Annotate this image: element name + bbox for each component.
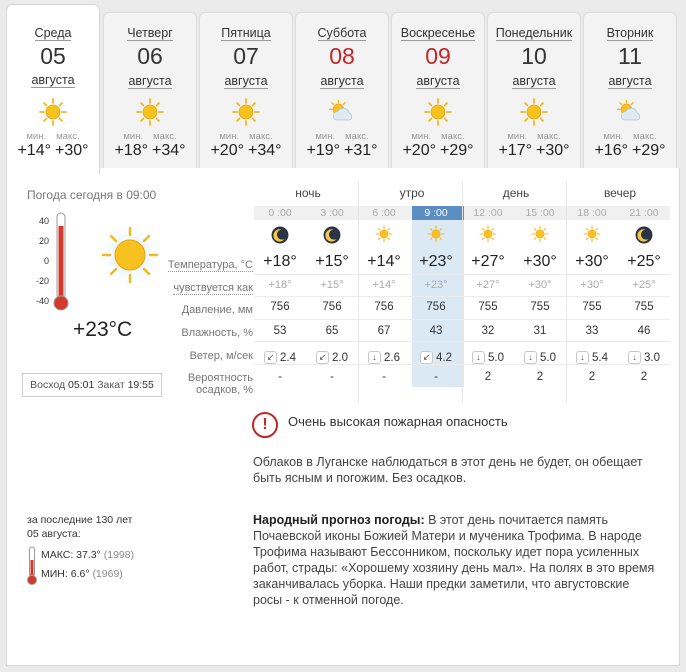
row-label-wind: Ветер, м/сек: [189, 350, 253, 362]
hour-precip: -: [382, 371, 386, 383]
day-number: 10: [521, 43, 547, 69]
max-temp: +30°: [536, 142, 570, 159]
day-part-label: утро: [399, 186, 425, 200]
hour-feels-like: +14°: [372, 279, 396, 291]
hour-feels-like: +27°: [476, 279, 500, 291]
hour-pressure: 755: [478, 301, 498, 313]
min-max-labels: мин. макс.: [26, 131, 80, 142]
scale-label: 0: [43, 256, 49, 266]
row-label-pressure: Давление, мм: [181, 304, 253, 316]
history-date: 05 августа:: [27, 528, 81, 540]
wind-direction-icon: ↓: [368, 351, 381, 364]
wind-direction-icon: ↙: [264, 351, 277, 364]
hour-precip: 2: [640, 371, 648, 383]
sunrise-label: Восход: [30, 379, 66, 391]
hour-pressure: 755: [634, 301, 654, 313]
sunset-time: 19:55: [127, 379, 154, 391]
sun-icon: [7, 97, 99, 127]
hour-precip: -: [434, 371, 438, 383]
sun-icon: [104, 97, 196, 127]
wind-direction-icon: ↓: [472, 351, 485, 364]
min-max-labels: мин. макс.: [123, 131, 177, 142]
row-label-temp: Температура, °C: [167, 259, 253, 271]
max-value: 37.3°: [76, 549, 101, 561]
day-number: 05: [40, 43, 66, 69]
history-values: [41, 546, 134, 584]
sunset-label: Закат: [97, 379, 125, 391]
min-temp: +18°: [114, 142, 148, 159]
min-value: 6.6°: [70, 568, 90, 580]
hour-feels-like: +23°: [424, 279, 448, 291]
day-month: августа: [512, 74, 556, 88]
day-name: Понедельник: [495, 26, 573, 40]
hour-pressure: 756: [374, 301, 394, 313]
hour-precip: 2: [484, 371, 492, 383]
day-number: 07: [233, 43, 259, 69]
hour-temperature: +15°: [315, 253, 349, 270]
moon-icon: [618, 225, 670, 250]
sun-icon: [392, 97, 484, 127]
watermark: Бывший-Kiyv: [490, 640, 622, 660]
day-month: августа: [416, 74, 460, 88]
sun-icon: [410, 225, 462, 248]
max-temp: +31°: [344, 142, 378, 159]
hour-humidity: 46: [637, 325, 651, 337]
small-thermometer-icon: [27, 546, 37, 591]
min-max-temps: [200, 142, 292, 160]
min-max-labels: мин. макс.: [219, 131, 273, 142]
divider: [254, 296, 670, 297]
min-temp: +19°: [306, 142, 340, 159]
hour-temperature: +23°: [419, 253, 453, 270]
day-tabs: [6, 4, 680, 168]
warning-icon: !: [252, 412, 278, 438]
scale-label: -40: [35, 296, 49, 306]
hour-feels-like: +18°: [268, 279, 292, 291]
moon-icon: [254, 225, 306, 250]
max-temp: +29°: [440, 142, 474, 159]
history-line: за последние 130 лет: [27, 514, 133, 526]
min-label: МИН:: [41, 568, 68, 580]
hour-humidity: 43: [429, 325, 443, 337]
day-tab[interactable]: [295, 12, 389, 168]
day-month: августа: [224, 74, 268, 88]
hour-humidity: 67: [377, 325, 391, 337]
hour-humidity: 65: [325, 325, 339, 337]
wind-direction-icon: ↓: [524, 351, 537, 364]
hour-humidity: 32: [481, 325, 495, 337]
day-month: августа: [31, 73, 75, 87]
hour-pressure: 756: [270, 301, 290, 313]
day-name: Вторник: [606, 26, 654, 40]
hour-feels-like: +15°: [320, 279, 344, 291]
min-max-labels: мин. макс.: [603, 131, 657, 142]
day-month: августа: [608, 74, 652, 88]
hour-precip: 2: [536, 371, 544, 383]
moon-icon: [306, 225, 358, 250]
min-temp: +20°: [210, 142, 244, 159]
min-max-temps: [104, 142, 196, 160]
hour-temperature: +30°: [575, 253, 609, 270]
wind-direction-icon: ↙: [316, 351, 329, 364]
sun-icon: [514, 225, 566, 248]
max-temp: +29°: [632, 142, 666, 159]
day-tab[interactable]: [103, 12, 197, 168]
day-name: Воскресенье: [400, 26, 476, 40]
max-temp: +34°: [152, 142, 186, 159]
hour-label[interactable]: 3 :00: [320, 207, 344, 219]
hour-feels-like: +30°: [580, 279, 604, 291]
sun-icon: [488, 97, 580, 127]
sun-icon: [95, 220, 165, 295]
hour-wind: ↓ 5.0: [462, 347, 514, 365]
hour-pressure: 756: [322, 301, 342, 313]
sun-icon: [462, 225, 514, 248]
sun-cloud-icon: [296, 97, 388, 127]
now-caption: Погода сегодня в 09:00: [27, 188, 157, 202]
divider: [254, 319, 670, 320]
day-number: 11: [618, 43, 642, 69]
day-number: 08: [329, 43, 355, 69]
day-number: 09: [425, 43, 451, 69]
hour-precip: 2: [588, 371, 596, 383]
row-label-feels: чувствуется как: [173, 282, 253, 294]
folk-forecast: [253, 512, 659, 608]
day-tab[interactable]: [391, 12, 485, 168]
min-max-temps: [7, 142, 99, 160]
day-part-label: день: [502, 186, 530, 200]
divider: [254, 364, 670, 365]
hour-wind: ↓ 3.0: [618, 347, 670, 365]
day-tab[interactable]: [583, 12, 677, 168]
hour-precip: -: [330, 371, 334, 383]
min-max-temps: [296, 142, 388, 160]
min-max-temps: [392, 142, 484, 160]
hour-label[interactable]: 18 :00: [577, 207, 607, 219]
hour-temperature: +18°: [263, 253, 297, 270]
day-detail-panel: [6, 168, 680, 666]
hour-label[interactable]: 0 :00: [268, 207, 292, 219]
hour-wind: ↙ 2.4: [254, 347, 306, 365]
hour-temperature: +27°: [471, 253, 505, 270]
scale-label: 20: [38, 236, 49, 246]
min-temp: +16°: [594, 142, 628, 159]
day-name: Среда: [34, 26, 72, 40]
hour-temperature: +14°: [367, 253, 401, 270]
hour-wind: ↙ 4.2: [410, 347, 462, 365]
day-tab[interactable]: [6, 4, 100, 174]
day-tab[interactable]: [487, 12, 581, 168]
day-month: августа: [128, 74, 172, 88]
day-name: Четверг: [127, 26, 173, 40]
hour-wind: ↓ 2.6: [358, 347, 410, 365]
sun-icon: [358, 225, 410, 248]
wind-direction-icon: ↓: [628, 351, 641, 364]
day-name: Пятница: [221, 26, 271, 40]
day-month: августа: [320, 74, 364, 88]
sun-icon: [200, 97, 292, 127]
hour-wind: ↙ 2.0: [306, 347, 358, 365]
hour-label[interactable]: 6 :00: [372, 207, 396, 219]
hour-humidity: 33: [585, 325, 599, 337]
min-temp: +17°: [498, 142, 532, 159]
hour-temperature: +25°: [627, 253, 661, 270]
sunrise-time: 05:01: [68, 379, 95, 391]
min-max-labels: мин. макс.: [411, 131, 465, 142]
hour-feels-like: +30°: [528, 279, 552, 291]
history-caption: [27, 513, 133, 541]
fire-alert: Очень высокая пожарная опасность: [288, 414, 508, 429]
row-label-precip: Вероятность осадков, %: [187, 372, 253, 396]
wind-direction-icon: ↙: [420, 351, 433, 364]
min-temp: +14°: [17, 142, 51, 159]
sun-cloud-icon: [584, 97, 676, 127]
divider: [254, 274, 670, 275]
hour-pressure: 755: [582, 301, 602, 313]
hour-label[interactable]: 15 :00: [525, 207, 555, 219]
weather-description: Облаков в Луганске наблюдаться в этот день не будет, он обещает быть ясным и погожим. Без осадков.: [253, 455, 643, 485]
hour-wind: ↓ 5.4: [566, 347, 618, 365]
hour-label[interactable]: 21 :00: [629, 207, 659, 219]
wind-direction-icon: ↓: [576, 351, 589, 364]
sunrise-sunset: [22, 373, 162, 397]
hour-label[interactable]: 9 :00: [424, 207, 448, 219]
min-year: (1969): [92, 568, 123, 580]
hour-wind: ↓ 5.0: [514, 347, 566, 365]
current-temperature: +23°C: [73, 318, 133, 341]
hour-pressure: 756: [426, 301, 446, 313]
day-name: Суббота: [317, 26, 367, 40]
min-temp: +20°: [402, 142, 436, 159]
max-year: (1998): [103, 549, 135, 561]
folk-title: Народный прогноз погоды:: [253, 513, 425, 527]
min-max-labels: мин. макс.: [315, 131, 369, 142]
max-temp: +34°: [248, 142, 282, 159]
hour-humidity: 53: [273, 325, 287, 337]
divider: [254, 341, 670, 342]
max-temp: +30°: [55, 142, 89, 159]
row-label-humidity: Влажность, %: [181, 327, 253, 339]
hour-label[interactable]: 12 :00: [473, 207, 503, 219]
day-number: 06: [137, 43, 163, 69]
min-max-temps: [584, 142, 676, 160]
day-part-label: вечер: [603, 186, 637, 200]
scale-label: -20: [35, 276, 49, 286]
min-max-labels: мин. макс.: [507, 131, 561, 142]
hour-feels-like: +25°: [632, 279, 656, 291]
sun-icon: [566, 225, 618, 248]
hour-humidity: 31: [533, 325, 547, 337]
folk-text: В этот день почитается память Почаевской иконы Божией Матери и мученика Трофима. В народе Трофима называют Бессонником, поскольку идет пора усиленных работ, страды: «Хорошему хозяину день мал». На полях в это время заканчивалась уборка. Наши предки заметили, что августовские росы - к отменной погоде.: [253, 513, 655, 607]
day-tab[interactable]: [199, 12, 293, 168]
scale-label: 40: [38, 216, 49, 226]
day-part-label: ночь: [295, 186, 321, 200]
min-max-temps: [488, 142, 580, 160]
hour-precip: -: [278, 371, 282, 383]
max-label: МАКС:: [41, 549, 74, 561]
hour-pressure: 755: [530, 301, 550, 313]
hour-temperature: +30°: [523, 253, 557, 270]
